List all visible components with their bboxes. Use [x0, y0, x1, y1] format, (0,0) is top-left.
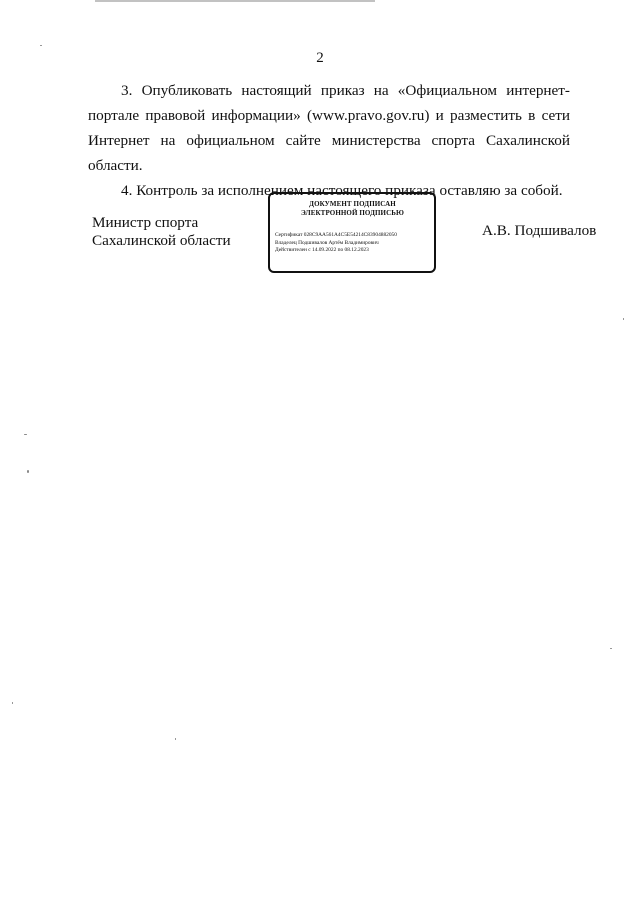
- page-number: 2: [316, 50, 324, 66]
- signer-title-line1: Министр спорта: [92, 214, 199, 231]
- signature-block: [0, 192, 640, 282]
- scan-speck: [12, 702, 13, 704]
- stamp-validity: Действителен с 14.09.2022 по 08.12.2023: [275, 247, 369, 254]
- paragraph-publish: 3. Опубликовать настоящий приказ на «Официальном интернет-портале правовой информации» (www.pravo.gov.ru) и разместить в сети Интернет на официальном сайте министерства спорта Сахалинской области.: [88, 82, 570, 174]
- signer-title: [92, 214, 231, 250]
- scan-top-rule: [95, 0, 375, 2]
- stamp-heading-line1: ДОКУМЕНТ ПОДПИСАН: [309, 200, 396, 208]
- scan-speck: [610, 648, 612, 649]
- scan-speck: [40, 45, 42, 46]
- stamp-details: [275, 232, 430, 255]
- signer-name: А.В. Подшивалов: [482, 222, 597, 239]
- document-body: [88, 78, 570, 203]
- stamp-owner: Владелец Подшивалов Артём Владимирович: [275, 239, 379, 246]
- stamp-certificate: Сертификат 028C9AA561A4C5E54214C83904882050: [275, 232, 397, 238]
- paragraph-control: 4. Контроль за исполнением настоящего приказа оставляю за собой.: [121, 182, 563, 199]
- signer-title-line2: Сахалинской области: [92, 232, 231, 249]
- scan-speck: [24, 434, 27, 435]
- scan-speck: [27, 470, 29, 473]
- stamp-heading: [275, 200, 430, 218]
- scan-speck: [175, 738, 176, 740]
- scan-speck: [623, 318, 624, 320]
- electronic-signature-stamp: [268, 192, 436, 273]
- stamp-heading-line2: ЭЛЕКТРОННОЙ ПОДПИСЬЮ: [301, 209, 404, 217]
